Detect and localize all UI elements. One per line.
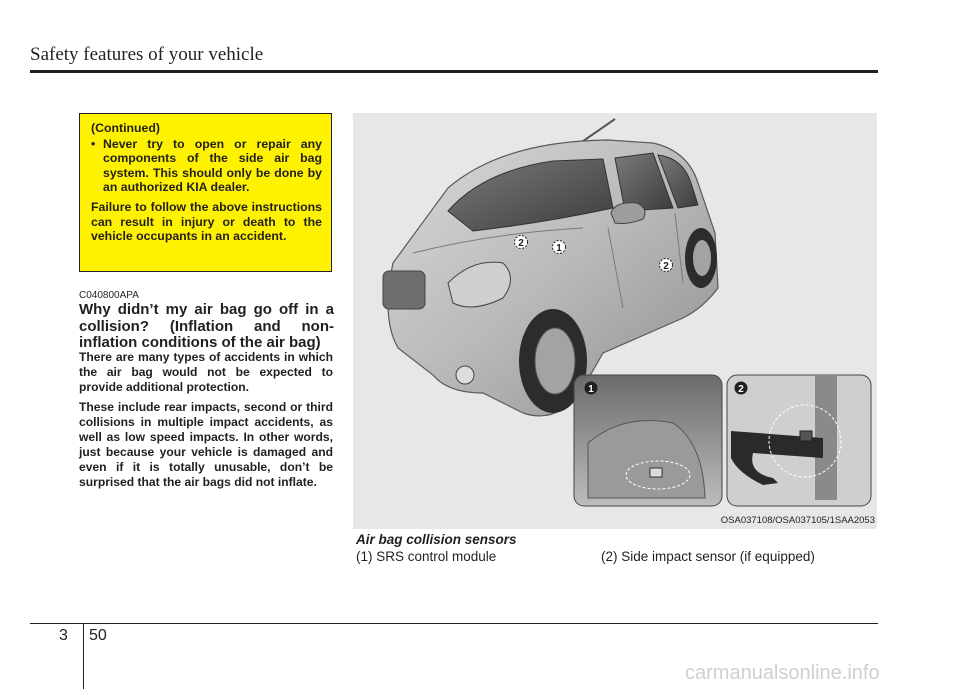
- footer-rule: [30, 623, 878, 624]
- inset-srs-module: [574, 375, 722, 506]
- warning-bullet: [91, 137, 322, 195]
- body-paragraph-2: These include rear impacts, second or third collisions in multiple impact accidents, as well as low speed impacts. In other words, just because your vehicle is damaged and even if it is totally unusable, don’t be surprised that the air bags did not inflate.: [79, 400, 333, 489]
- warning-note: Failure to follow the above instructions can result in injury or death to the vehicle occupants in an accident.: [91, 199, 322, 244]
- watermark: carmanualsonline.info: [685, 662, 880, 684]
- page-number: 50: [89, 627, 107, 644]
- warning-bullet-text: Never try to open or repair any components of the side air bag system. This should only be done by an authorized KIA dealer.: [103, 136, 322, 195]
- caption-item-1: (1) SRS control module: [356, 549, 497, 564]
- inset-1-label: 1: [588, 384, 594, 395]
- body-paragraph-1: There are many types of accidents in which the air bag would not be expected to provide additional protection.: [79, 350, 333, 394]
- page-header-title: Safety features of your vehicle: [30, 44, 264, 65]
- header-rule: [30, 70, 878, 73]
- section-code: C040800APA: [79, 290, 139, 301]
- callout-2-side-label: 2: [663, 261, 669, 272]
- callout-1-car: [553, 241, 566, 255]
- caption-title: Air bag collision sensors: [356, 532, 517, 547]
- callout-2-front-label: 2: [518, 238, 524, 249]
- section-heading: Why didn’t my air bag go off in a collision? (Inflation and non-inflation conditions of the air bag): [79, 301, 334, 351]
- bullet-icon: •: [91, 136, 96, 151]
- chapter-number: 3: [59, 627, 68, 644]
- warning-box: [79, 113, 332, 272]
- car-illustration: [353, 113, 877, 529]
- inset-side-sensor: [727, 375, 871, 506]
- caption-item-2: (2) Side impact sensor (if equipped): [601, 549, 815, 564]
- callout-2-side: [660, 259, 673, 273]
- inset-2-label: 2: [738, 384, 744, 395]
- callout-2-front: [515, 236, 528, 250]
- callout-1-car-label: 1: [556, 243, 562, 254]
- figure-image-code: OSA037108/OSA037105/1SAA2053: [720, 515, 875, 526]
- warning-continued: (Continued): [91, 121, 160, 135]
- footer-divider: [83, 623, 84, 689]
- airbag-sensor-figure: [353, 113, 877, 529]
